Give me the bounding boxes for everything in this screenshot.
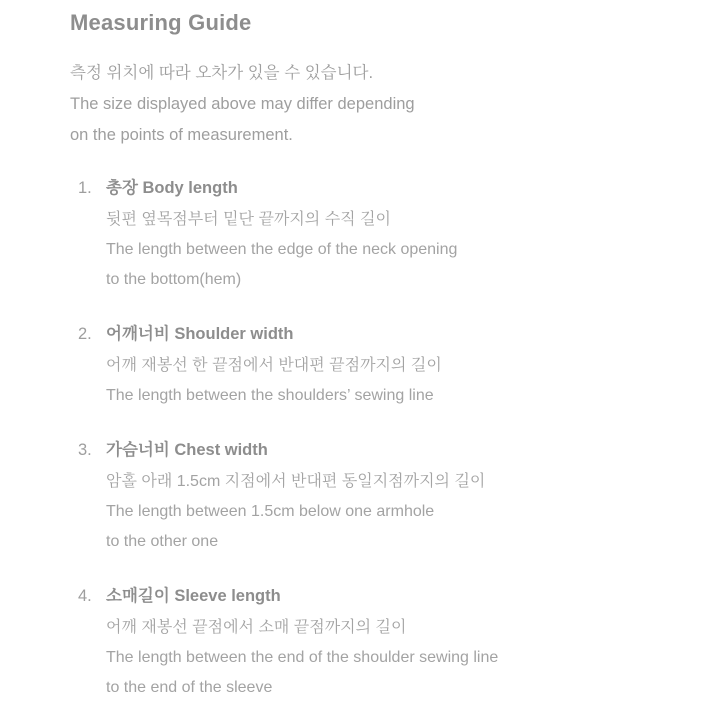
description-line: to the bottom(hem) xyxy=(106,271,242,289)
list-item-number: 4. xyxy=(78,587,92,606)
list-item-number: 1. xyxy=(78,179,92,198)
list-item-number: 2. xyxy=(78,325,92,344)
list-item-description xyxy=(106,205,706,295)
description-line: The length between the end of the shoulder sewing line xyxy=(106,649,499,667)
intro-paragraph xyxy=(70,58,706,151)
list-item-description xyxy=(106,467,706,557)
list-item-description xyxy=(106,613,706,703)
list-item-heading: 어깨너비 Shoulder width xyxy=(106,325,294,344)
list-item xyxy=(70,437,706,557)
page-title: Measuring Guide xyxy=(70,10,252,35)
description-line: to the other one xyxy=(106,533,219,551)
intro-line: on the points of measurement. xyxy=(70,126,293,145)
list-item-heading: 총장 Body length xyxy=(106,179,238,198)
description-line: 어깨 재봉선 끝점에서 소매 끝점까지의 길이 xyxy=(106,619,407,637)
description-line: The length between 1.5cm below one armhole xyxy=(106,503,435,521)
description-line: 뒷편 옆목점부터 밑단 끝까지의 수직 길이 xyxy=(106,211,391,229)
description-line: 암홀 아래 1.5cm 지점에서 반대편 동일지점까지의 길이 xyxy=(106,473,486,491)
measurement-list xyxy=(70,175,706,703)
description-line: 어깨 재봉선 한 끝점에서 반대편 끝점까지의 길이 xyxy=(106,357,442,375)
description-line: The length between the shoulders’ sewing line xyxy=(106,387,434,405)
list-item-description xyxy=(106,351,706,411)
intro-line: 측정 위치에 따라 오차가 있을 수 있습니다. xyxy=(70,64,374,83)
intro-line: The size displayed above may differ depending xyxy=(70,95,415,114)
list-item xyxy=(70,583,706,703)
description-line: to the end of the sleeve xyxy=(106,679,273,697)
description-line: The length between the edge of the neck opening xyxy=(106,241,458,259)
list-item xyxy=(70,321,706,411)
list-item xyxy=(70,175,706,295)
list-item-number: 3. xyxy=(78,441,92,460)
list-item-heading: 소매길이 Sleeve length xyxy=(106,587,281,606)
list-item-heading: 가슴너비 Chest width xyxy=(106,441,268,460)
